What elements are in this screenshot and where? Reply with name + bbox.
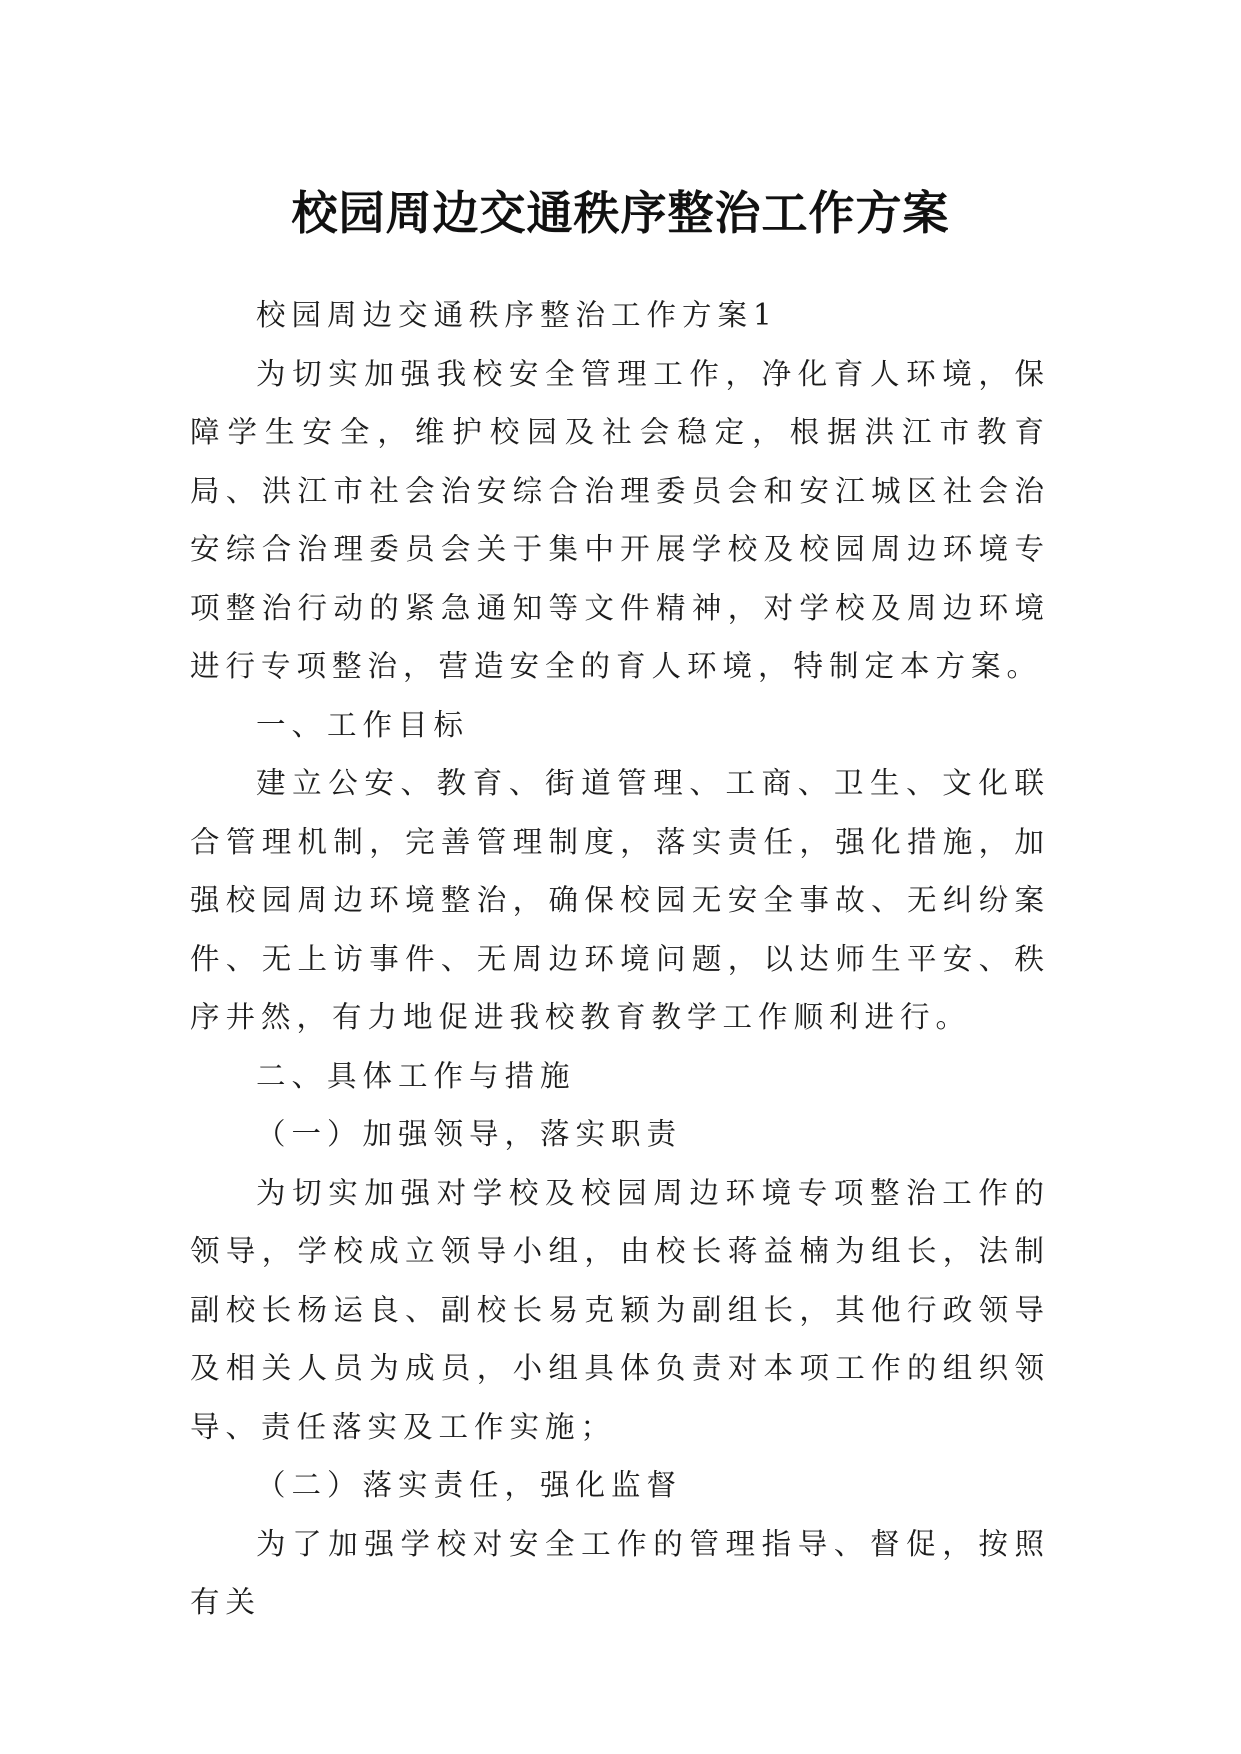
paragraph-heading: 校园周边交通秩序整治工作方案1: [256, 298, 778, 332]
document-title: 校园周边交通秩序整治工作方案: [291, 185, 950, 240]
document-body: [190, 286, 1050, 1632]
paragraph-leadership: 为切实加强对学校及校园周边环境专项整治工作的领导，学校成立领导小组，由校长蒋益楠为组长，法制副校长杨运良、副校长易克颖为副组长，其他行政领导及相关人员为成员，小组具体负责对本项工作的组织领导、责任落实及工作实施；: [190, 1175, 1050, 1444]
paragraph-supervision: 为了加强学校对安全工作的管理指导、督促，按照有关: [190, 1526, 1050, 1619]
paragraph-intro: 为切实加强我校安全管理工作，净化育人环境，保障学生安全，维护校园及社会稳定，根据洪江市教育局、洪江市社会治安综合治理委员会和安江城区社会治安综合治理委员会关于集中开展学校及校园周边环境专项整治行动的紧急通知等文件精神，对学校及周边环境进行专项整治，营造安全的育人环境，特制定本方案。: [190, 356, 1050, 683]
subsection-heading-2: （二）落实责任，强化监督: [256, 1468, 683, 1502]
section-heading-2: 二、具体工作与措施: [256, 1058, 576, 1093]
subsection-heading-1: （一）加强领导，落实职责: [256, 1117, 683, 1151]
section-heading-1: 一、工作目标: [256, 707, 470, 742]
paragraph-goals: 建立公安、教育、街道管理、工商、卫生、文化联合管理机制，完善管理制度，落实责任，强化措施，加强校园周边环境整治，确保校园无安全事故、无纠纷案件、无上访事件、无周边环境问题，以达师生平安、秩序井然，有力地促进我校教育教学工作顺利进行。: [190, 766, 1050, 1034]
